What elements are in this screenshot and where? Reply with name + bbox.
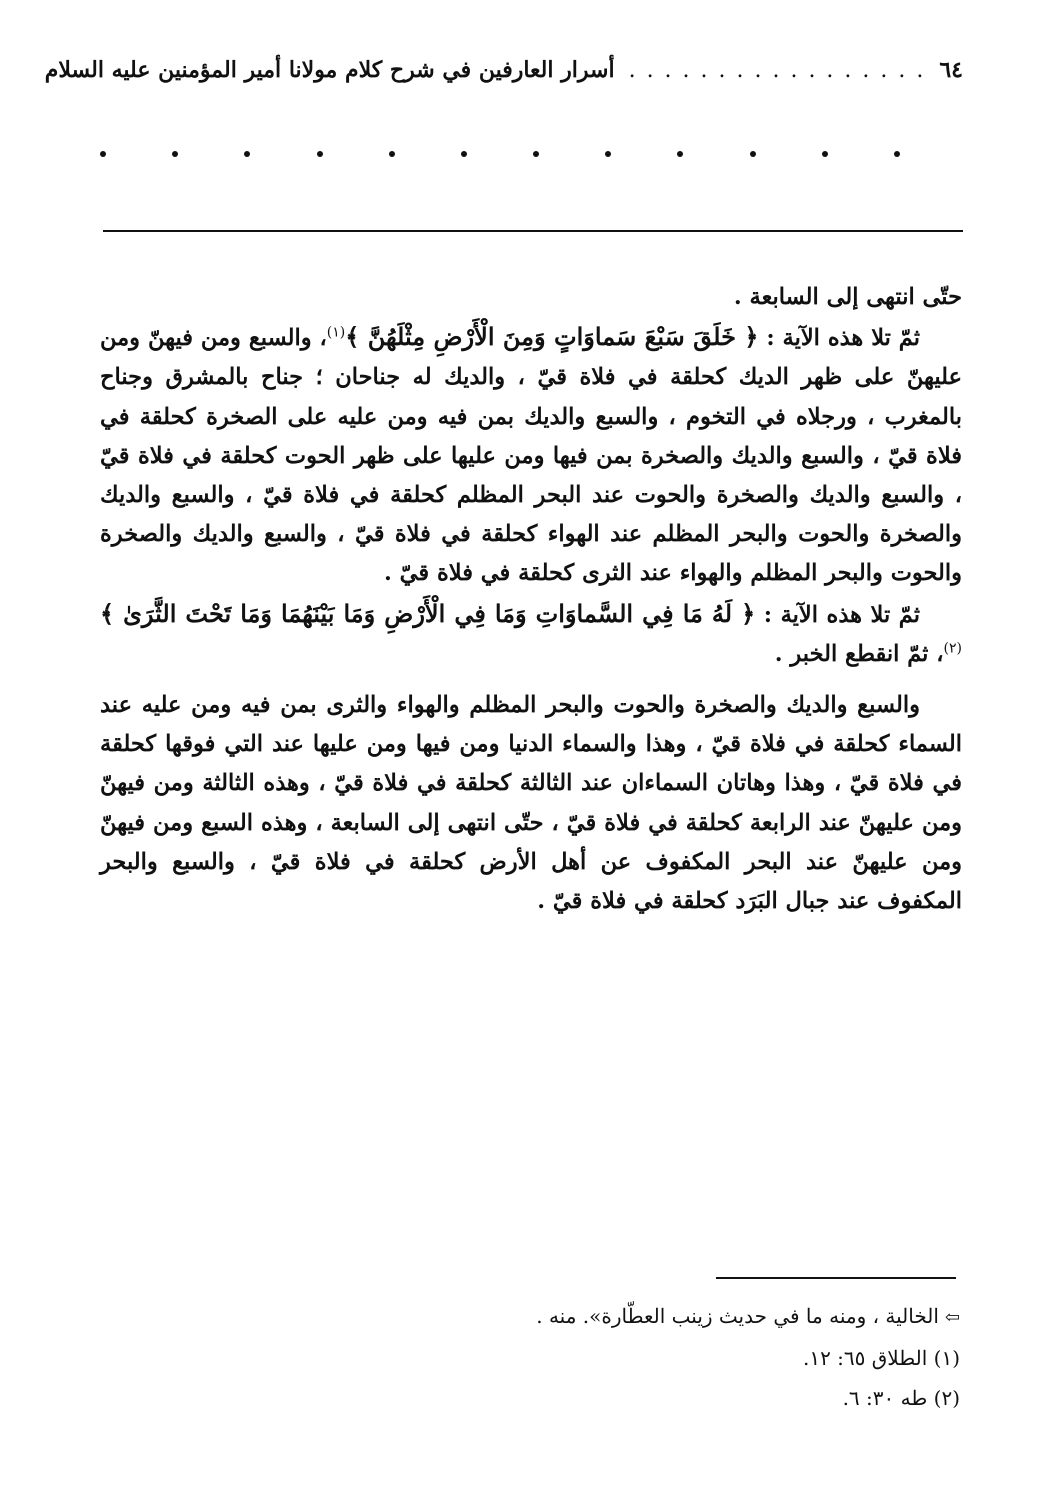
ornament-dot [605, 151, 611, 157]
quran-verse: ﴿ خَلَقَ سَبْعَ سَماوَاتٍ وَمِنَ الْأَرْضِ مِثْلَهُنَّ ﴾ [345, 322, 759, 352]
paragraph [100, 594, 962, 674]
ornament-dot [244, 151, 250, 157]
paragraph [100, 317, 962, 593]
ornament-dot [533, 151, 539, 157]
running-head [44, 52, 963, 88]
footnote-text: الخالية ، ومنه ما في حديث زينب العطّارة». منه . [536, 1304, 939, 1328]
ornament-dot [172, 151, 178, 157]
footnote: (١) الطلاق ٦٥: ١٢. [802, 1346, 960, 1370]
footnote-marker: (٢) [943, 640, 962, 657]
ornamental-dot-row [100, 151, 900, 165]
paragraph: حتّى انتهى إلى السابعة . [733, 284, 962, 310]
quran-verse: ﴿ لَهُ مَا فِي السَّماوَاتِ وَمَا فِي الْأَرْضِ وَمَا بَيْنَهُمَا وَمَا تَحْتَ الثَّرَىٰ ﴾ [100, 598, 756, 628]
arrow-left-icon: ⇦ [944, 1307, 960, 1328]
leader-dots: . . . . . . . . . . . . . . . . . [628, 57, 926, 83]
verse-intro: ثمّ تلا هذه الآية : [763, 601, 920, 628]
ornament-dot [822, 151, 828, 157]
paragraph-text: ، ثمّ انقطع الخبر . [774, 640, 944, 667]
paragraph-text: ، والسبع ومن فيهنّ ومن عليهنّ على ظهر الديك كحلقة في فلاة قيّ ، والديك له جناحان ؛ جناح بالمشرق وجناح بالمغرب ، ورجلاه في التخوم ، والسبع والديك بمن فيه ومن عليه على الصخرة كحلقة في فلاة قيّ ، والسبع والديك والصخرة بمن فيها ومن عليها على ظهر الحوت كحلقة في فلاة قيّ ، والسبع والديك والصخرة والحوت عند البحر المظلم كحلقة في فلاة قيّ ، والسبع والديك والصخرة والحوت والبحر المظلم عند الهواء كحلقة في فلاة قيّ ، والسبع والديك والصخرة والحوت والبحر المظلم والهواء عند الثرى كحلقة في فلاة قيّ . [100, 325, 962, 587]
running-title: أسرار العارفين في شرح كلام مولانا أمير المؤمنين عليه السلام [44, 57, 615, 83]
header-rule [103, 230, 963, 232]
footnote: (٢) طه ٣٠: ٦. [842, 1386, 960, 1410]
ornament-dot [317, 151, 323, 157]
ornament-dot [677, 151, 683, 157]
footnote-marker: (١) [326, 324, 346, 341]
ornament-dot [894, 151, 900, 157]
ornament-dot [750, 151, 756, 157]
page-number: ٦٤ [939, 57, 963, 83]
paragraph: والسبع والديك والصخرة والحوت والبحر المظلم والهواء والثرى بمن فيه ومن عليه عند السماء كحلقة في فلاة قيّ ، وهذا والسماء الدنيا ومن فيها ومن عليها عند التي فوقها كحلقة في فلاة قيّ ، وهذا وهاتان السماءان عند الثالثة كحلقة في فلاة قيّ ، وهذه الثالثة ومن فيهنّ ومن عليهنّ عند الرابعة كحلقة في فلاة قيّ ، حتّى انتهى إلى السابعة ، وهذه السبع ومن فيهنّ ومن عليهنّ عند البحر المكفوف عن أهل الأرض كحلقة في فلاة قيّ ، والسبع والبحر المكفوف عند جبال البَرَد كحلقة في فلاة قيّ . [100, 692, 962, 915]
footnote-rule [716, 1277, 956, 1279]
footnotes [300, 1296, 960, 1418]
footnote-continuation [300, 1296, 960, 1338]
ornament-dot [389, 151, 395, 157]
ornament-dot [100, 151, 106, 157]
verse-intro: ثمّ تلا هذه الآية : [766, 325, 921, 352]
main-text [100, 278, 962, 921]
ornament-dot [461, 151, 467, 157]
